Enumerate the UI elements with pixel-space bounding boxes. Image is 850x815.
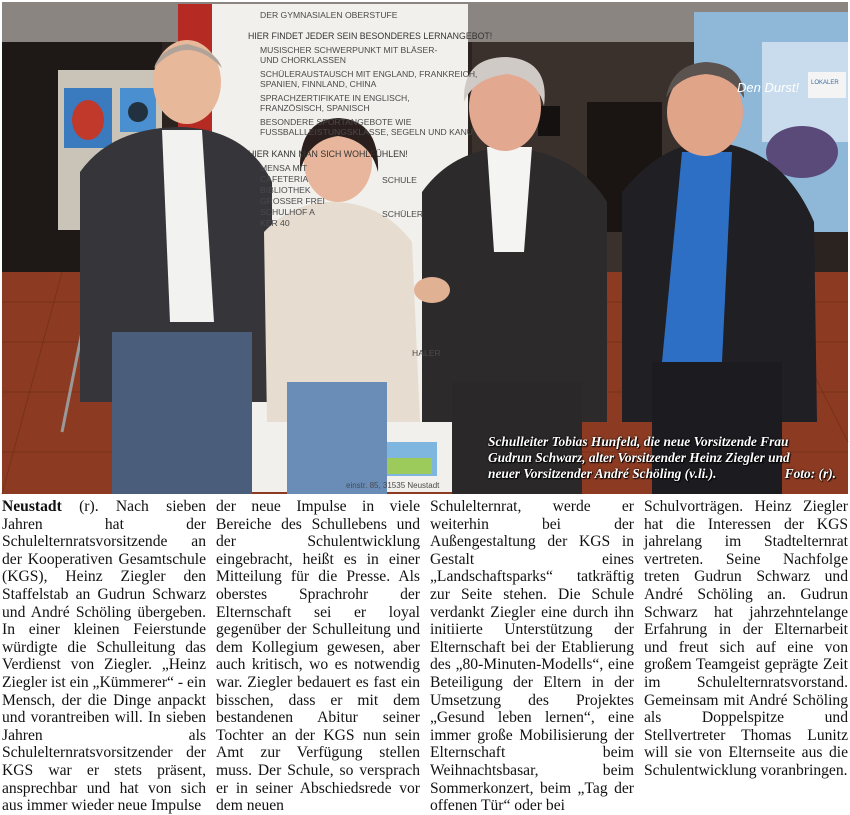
poster-line: DER GYMNASIALEN OBERSTUFE xyxy=(260,10,398,20)
poster-line: MUSISCHER SCHWERPUNKT MIT BLÄSER- xyxy=(260,45,438,55)
poster-line: CAFETERIA xyxy=(260,174,309,184)
poster-line: HIER FINDET JEDER SEIN BESONDERES LERNANGEBOT! xyxy=(248,31,493,41)
photo-caption xyxy=(488,434,836,482)
article-text: Schulelternrat, werde er weiterhin bei der Außengestaltung der KGS in Gestalt eines „Landschaftsparks“ tatkräftig zur Seite stehen. Die Schule verdankt Ziegler eine durch ihn initiierte Unterstützung der Elternschaft bei der Etablierung des „80-Minuten-Modells“, eine Beteiligung der Eltern in der Umsetzung des Projektes „Gesund leben lernen“, eine immer große Mobilisierung der Elternschaft beim Weihnachtsbasar, beim Sommerkonzert, beim „Tag der offenen Tür“ oder bei xyxy=(430,498,634,815)
poster-line: HALER xyxy=(412,348,441,358)
poster-line: FUSSBALLLEISTUNGSKLASSE, SEGELN UND KANU xyxy=(260,127,474,137)
caption-line xyxy=(488,466,836,482)
caption-line: Schulleiter Tobias Hunfeld, die neue Vorsitzende Frau xyxy=(488,434,789,449)
poster-address: einstr. 85, 31535 Neustadt xyxy=(346,481,440,490)
article-body xyxy=(2,498,848,815)
banner-badge: LOKALER xyxy=(811,80,839,86)
poster-line: FRANZÖSISCH, SPANISCH xyxy=(260,103,370,113)
caption-line-text: neuer Vorsitzender André Schöling (v.li.). xyxy=(488,466,717,481)
poster-line: SCHULE xyxy=(382,175,417,185)
poster-line: BESONDERE SPORTANGEBOTE WIE xyxy=(260,117,412,127)
poster-line: SCHÜLER xyxy=(382,209,424,219)
article-text: der neue Impulse in viele Bereiche des Schullebens und der Schulentwicklung eingebracht, heißt es in einer Mitteilung für die Presse. Als oberstes Sprachrohr der Elternschaft sei er loyal gegenüber der Schulleitung und dem Kollegium gewesen, aber auch kritisch, wo es notwendig war. Ziegler bedauert es fast ein bisschen, dass er mit dem bestandenen Abitur seiner Tochter an der KGS nun sein Amt zur Verfügung stellen muss. Der Schule, so versprach er in seiner Abschiedsrede vor dem neuen xyxy=(216,498,420,815)
article-text: (r). Nach sieben Jahren hat der Schulelternratsvorsitzende an der Kooperativen Gesamtschule (KGS), Heinz Ziegler den Staffelstab an Gudrun Schwarz und André Schöling übergeben. In einer kleinen Feierstunde würdigte die Schulleitung das Verdienst von Ziegler. „Heinz Ziegler ist ein „Kümmerer“ - ein Mensch, der die Dinge anpackt und vorantreiben will. In sieben Jahren als Schulelternratsvorsitzender der KGS war er stets präsent, ansprechbar und hat von sich aus immer wieder neue Impulse xyxy=(2,498,206,815)
poster-line: SPRACHZERTIFIKATE IN ENGLISCH, xyxy=(260,93,410,103)
article-column-4 xyxy=(644,498,848,779)
poster-line: SCHÜLERAUSTAUSCH MIT ENGLAND, FRANKREICH, xyxy=(260,69,478,79)
photo-illustration xyxy=(2,2,848,494)
article-column-2 xyxy=(216,498,420,815)
article-column-1 xyxy=(2,498,206,815)
caption-line: Gudrun Schwarz, alter Vorsitzender Heinz Ziegler und xyxy=(488,450,790,465)
dateline: Neustadt xyxy=(2,498,62,515)
poster-line: SCHULHOF A xyxy=(260,207,315,217)
poster-line: GROSSER FREI xyxy=(260,196,325,206)
article-column-3 xyxy=(430,498,634,815)
article-text: Schulvorträgen. Heinz Ziegler hat die Interessen der KGS jahrelang im Stadtelternrat vertreten. Seine Nachfolge treten Gudrun Schwarz und André Schöling an. Gudrun Schwarz hat jahrzehntelange Erfahrung in der Elternarbeit und freut sich auf eine von großem Teamgeist geprägte Zeit im Schulelternratsvorstand. Gemeinsam mit André Schöling als Doppelspitze und Stellvertreter Thomas Lunitz will sie von Elternseite aus die Schulentwicklung voranbringen. xyxy=(644,498,848,779)
banner-slogan: Den Durst! xyxy=(737,80,800,95)
poster-line: UND CHORKLASSEN xyxy=(260,55,346,65)
poster-line: HIER KANN MAN SICH WOHLFÜHLEN! xyxy=(248,149,408,159)
photo-credit: Foto: (r). xyxy=(784,466,836,481)
poster-line: SPANIEN, FINNLAND, CHINA xyxy=(260,79,377,89)
news-photo xyxy=(2,2,848,494)
poster-line: BIBLIOTHEK xyxy=(260,185,311,195)
poster-line: MENSA MIT xyxy=(260,163,308,173)
poster-line: KER 40 xyxy=(260,218,290,228)
